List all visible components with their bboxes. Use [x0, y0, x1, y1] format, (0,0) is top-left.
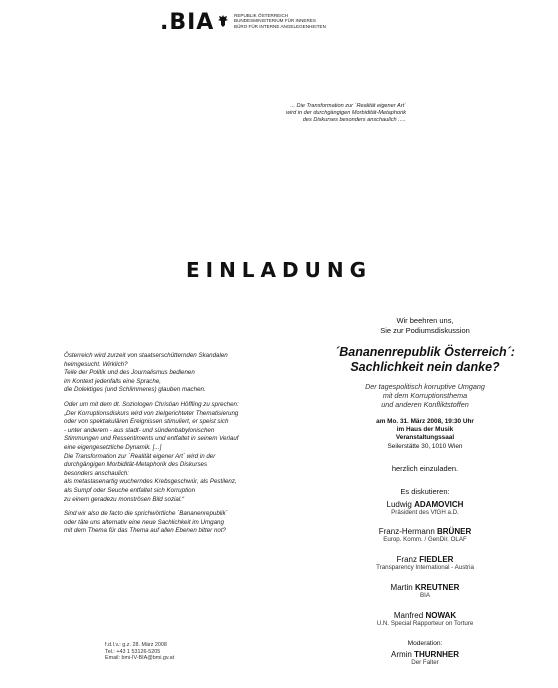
event-title-line: ´Bananenrepublik Österreich´: — [335, 345, 515, 359]
text-line: als metastasenartig wucherndes Krebsgeschwür, als Pestilenz, — [64, 478, 237, 486]
text-line: zu einem geradezu monströsen Bild sozial.“ — [64, 495, 185, 503]
invite-text: herzlich einzuladen. — [391, 464, 459, 473]
text-line: Die Transformation zur ´Realität eigener Art´ wird in der — [64, 452, 216, 460]
moderator-last-name: THURNHER — [414, 650, 459, 659]
speaker-first-name: Franz — [396, 555, 417, 564]
speaker-entry — [310, 527, 540, 544]
invitation-intro — [310, 316, 540, 336]
event-subtitle — [310, 382, 540, 409]
event-venue: im Haus der Musik — [396, 426, 454, 434]
text-line: Oder um mit dem dt. Soziologen Christian Höffling zu sprechen: — [64, 400, 239, 408]
event-title-line: Sachlichkeit nein danke? — [350, 360, 500, 374]
bia-logo: .BIA — [160, 10, 215, 35]
paragraph — [64, 352, 286, 395]
ministry-label — [234, 13, 326, 29]
subtitle-line: und anderen Konfliktstoffen — [381, 400, 469, 409]
text-line: „Der Korruptionsdiskurs wird von zielgerichteter Thematisierung — [64, 409, 239, 417]
speaker-role: Transparency International - Austria — [376, 564, 474, 571]
text-line: im Kontext jedenfalls eine Sprache, — [64, 377, 161, 385]
event-venue: Veranstaltungssaal — [395, 434, 455, 442]
speaker-role: Präsident des VfGH a.D. — [391, 509, 459, 516]
event-address: Seilerstätte 30, 1010 Wien — [387, 442, 463, 450]
moderator-first-name: Armin — [390, 650, 412, 659]
speaker-last-name: ADAMOVICH — [414, 500, 464, 509]
footer-line: Tel.: +43 1 53126-5205 — [105, 648, 161, 655]
speaker-first-name: Franz-Hermann — [378, 527, 435, 536]
text-line: eine eigengesetzliche Dynamik. [...] — [64, 443, 162, 451]
text-line: Sind wir also de facto die sprichwörtliche ´Bananenrepublik´ — [64, 510, 228, 518]
intro-quote — [220, 103, 406, 125]
speaker-first-name: Ludwig — [386, 500, 412, 509]
page-title: EINLADUNG — [185, 258, 373, 282]
ministry-line: BÜRO FÜR INTERNE ANGELEGENHEITEN — [234, 23, 326, 29]
quote-line: des Diskurses besonders anschaulich ..... — [302, 117, 406, 124]
left-column-text — [64, 352, 286, 542]
quote-line: wird in der durchgängigen Morbidität-Metaphorik — [285, 110, 406, 117]
speaker-first-name: Manfred — [393, 611, 424, 620]
moderation-heading: Moderation: — [407, 640, 443, 647]
speaker-last-name: NOWAK — [425, 611, 457, 620]
speaker-first-name: Martin — [390, 583, 413, 592]
text-line: oder von spektakulären Ereignissen stimuliert, er speist sich — [64, 418, 229, 426]
event-title — [310, 345, 540, 375]
text-line: Österreich wird zurzeit von staatserschütternden Skandalen — [64, 352, 228, 359]
contact-footer — [105, 642, 174, 662]
event-date-venue — [310, 418, 540, 451]
text-line: mit dem Thema für das Thema auf allen Ebenen bitter not? — [64, 527, 226, 535]
speaker-entry — [310, 500, 540, 517]
subtitle-line: mit dem Korruptionsthema — [382, 391, 468, 400]
text-line: durchgängigen Morbidität-Metaphorik des Diskurses — [64, 461, 208, 469]
speaker-entry — [310, 555, 540, 572]
paragraph — [64, 510, 286, 536]
speaker-role: Europ. Komm. / GenDir. OLAF — [383, 536, 467, 543]
event-date: am Mo. 31. März 2008, 19:30 Uhr — [376, 418, 474, 425]
text-line: heimgesucht. Wirklich? — [64, 360, 128, 368]
ministry-line: REPUBLIK ÖSTERREICH — [234, 13, 289, 18]
paragraph — [64, 401, 286, 504]
speaker-role: U.N. Special Rapporteur on Torture — [376, 620, 474, 627]
speaker-last-name: BRÜNER — [437, 527, 472, 536]
text-line: besonders anschaulich: — [64, 469, 130, 477]
moderator-entry — [310, 650, 540, 667]
ministry-line: BUNDESMINISTERIUM FÜR INNERES — [234, 18, 316, 24]
speaker-last-name: FIEDLER — [419, 555, 454, 564]
footer-line: Email: bmi-IV-BIA@bmi.gv.at — [105, 655, 175, 662]
speaker-entry — [310, 583, 540, 600]
intro-line: Sie zur Podiumsdiskussion — [380, 326, 470, 335]
text-line: - unter anderem - aus stadt- und sündenbabylonischen — [64, 426, 215, 434]
speaker-last-name: KREUTNER — [415, 583, 460, 592]
text-line: Teile der Politik und des Journalismus bedienen — [64, 369, 195, 377]
text-line: als Sumpf oder Seuche entfaltet sich Korruption — [64, 486, 196, 494]
quote-line: ... Die Transformation zur ´Realität eigener Art´ — [290, 103, 406, 109]
speaker-role: BIA — [420, 592, 430, 599]
moderator-role: Der Falter — [411, 659, 439, 666]
text-line: oder täte uns alternativ eine neue Sachlichkeit im Umgang — [64, 518, 224, 526]
speaker-entry — [310, 611, 540, 628]
intro-line: Wir beehren uns, — [396, 316, 454, 325]
subtitle-line: Der tagespolitisch korruptive Umgang — [365, 382, 485, 391]
eagle-crest-icon — [217, 14, 229, 28]
footer-line: f.d.I.v.: g.z. 28. März 2008 — [105, 642, 167, 648]
text-line: die Dolektiges (und Schlimmeres) glauben machen. — [64, 386, 206, 394]
text-line: Stimmungen und Ressentiments und entfaltet in seinem Verlauf — [64, 435, 239, 443]
speakers-heading: Es diskutieren: — [400, 487, 450, 496]
